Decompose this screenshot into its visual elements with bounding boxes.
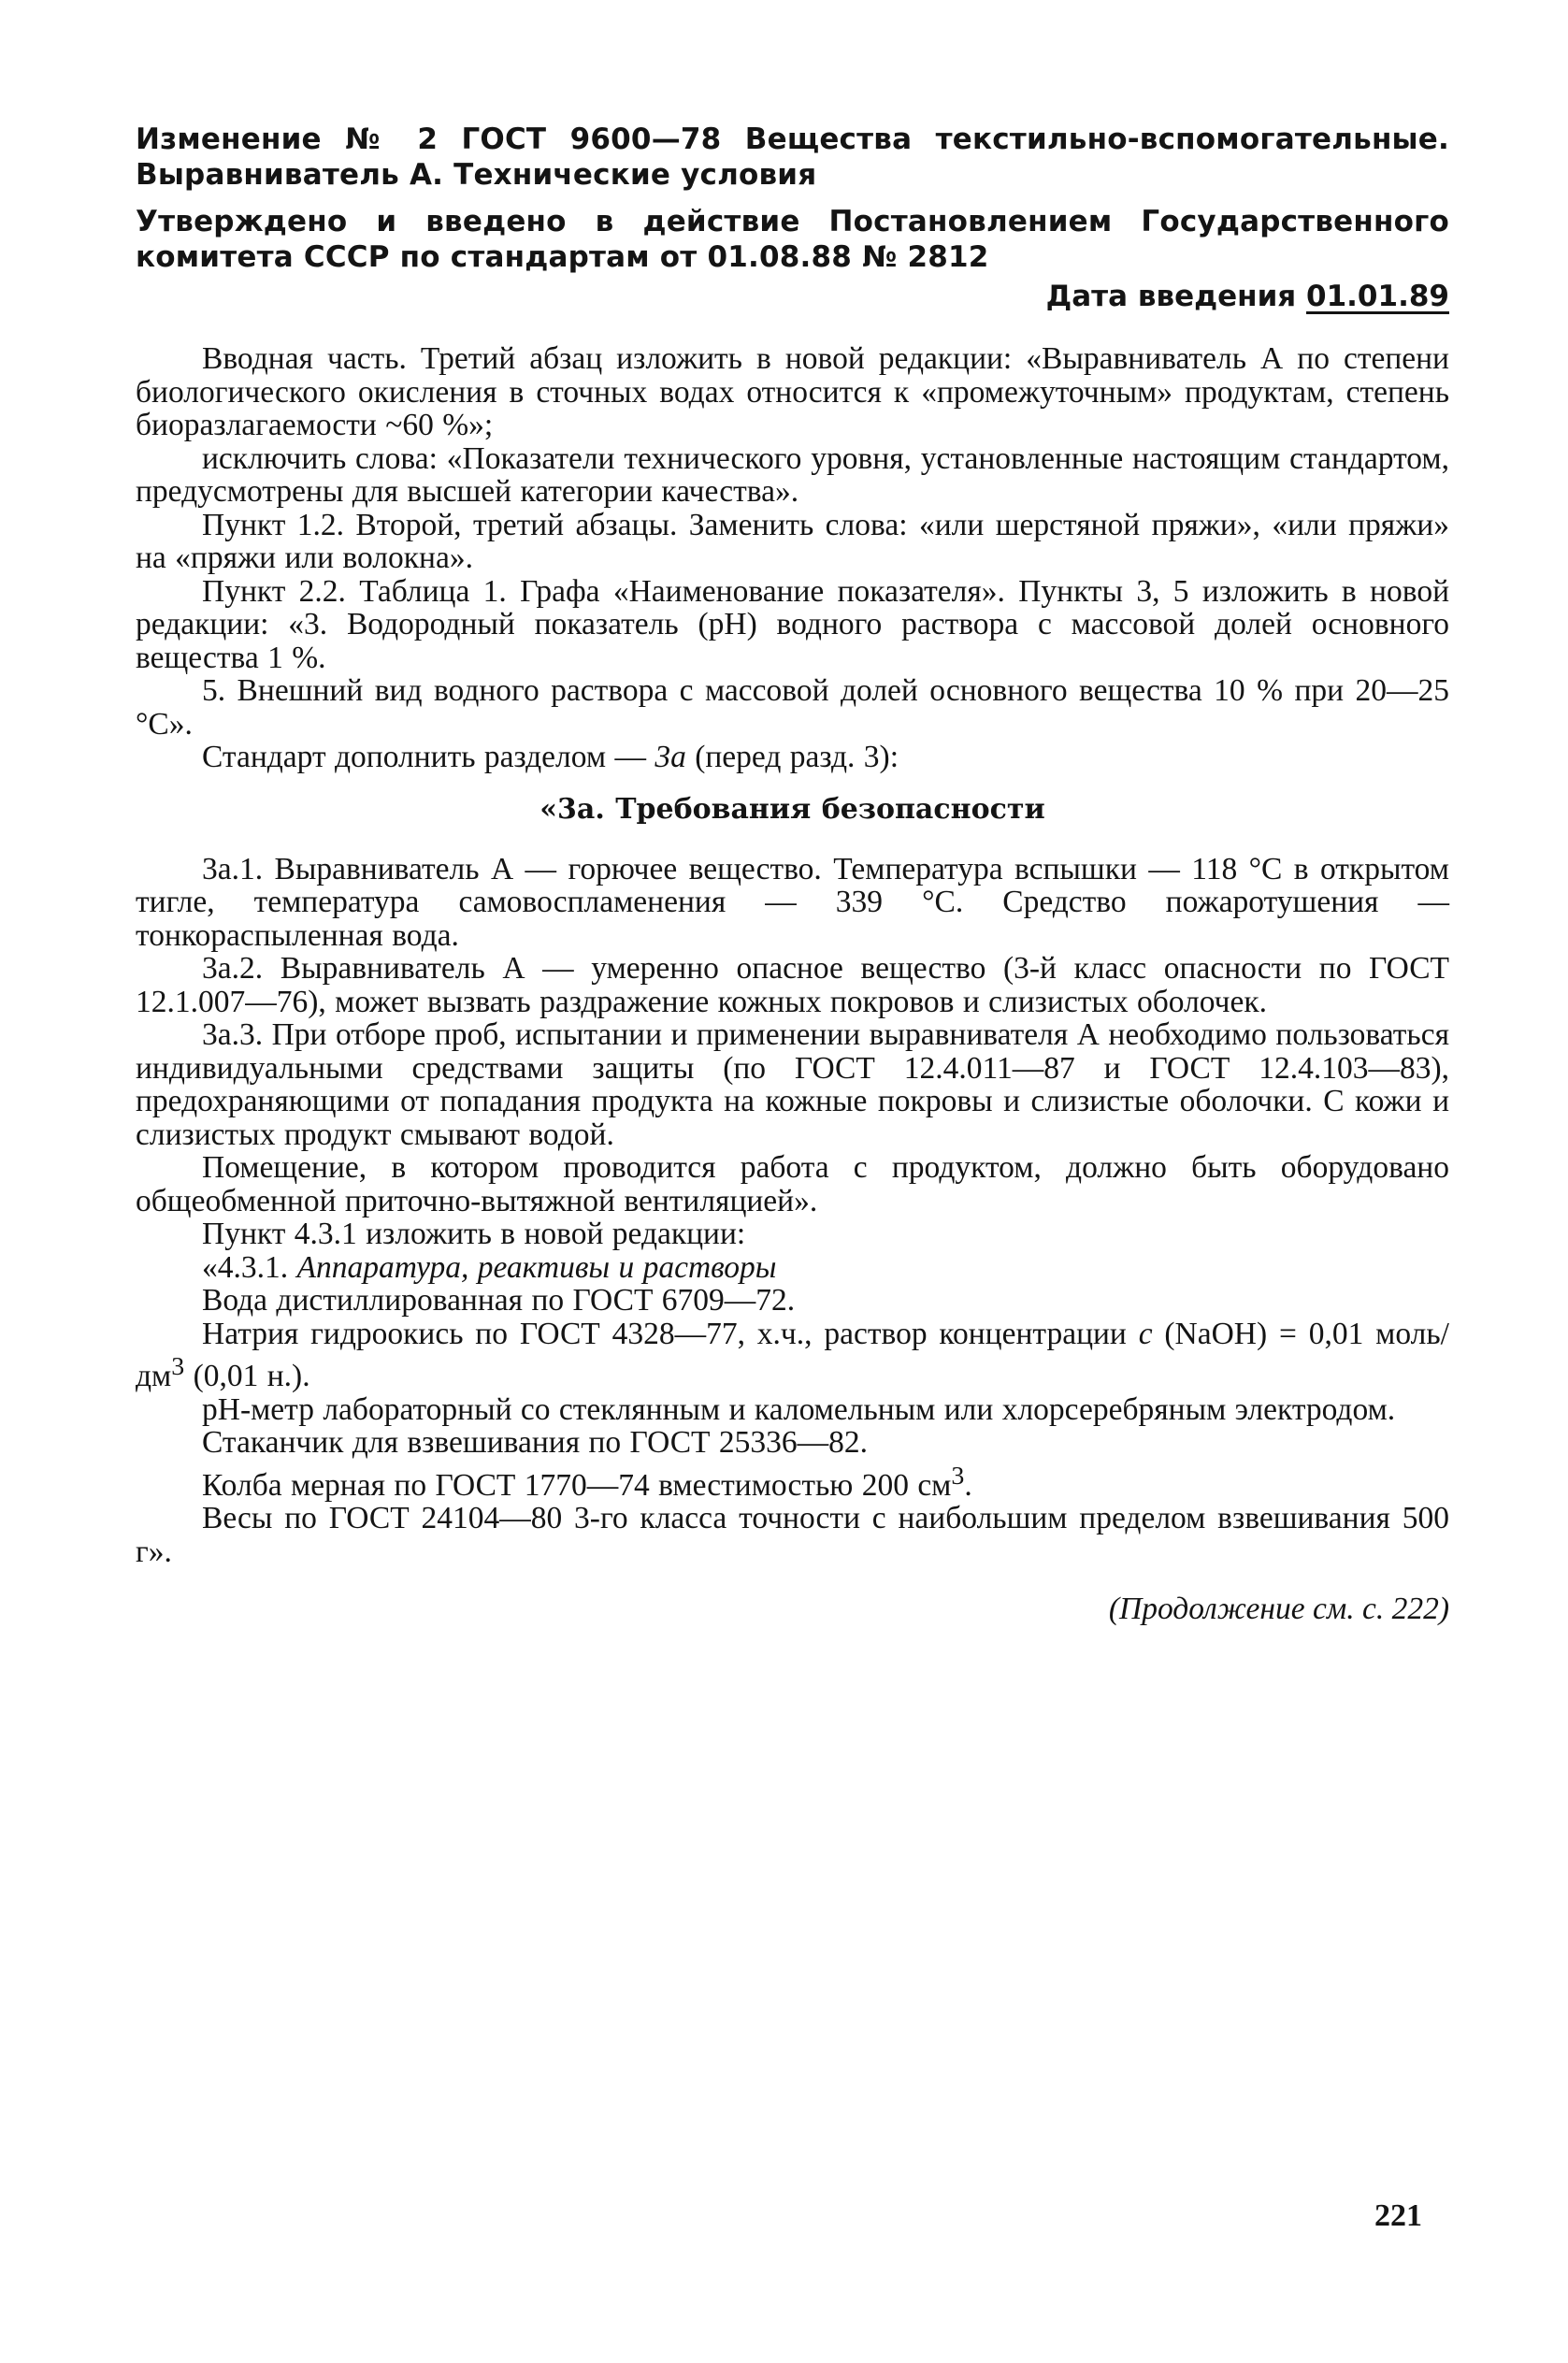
text-span: Стандарт дополнить разделом — — [202, 740, 655, 774]
superscript: 3 — [171, 1352, 185, 1381]
introduction-date — [136, 279, 1449, 314]
text-span: Колба мерная по ГОСТ 1770—74 вместимостью 200 см — [202, 1467, 952, 1503]
paragraph: Стаканчик для взвешивания по ГОСТ 25336—82. — [202, 1425, 869, 1461]
paragraph: pH-метр лабораторный со стеклянным и каломельным или хлорсеребряным электродом. — [202, 1391, 1396, 1427]
document-body — [136, 342, 1449, 1568]
superscript: 3 — [951, 1461, 965, 1491]
paragraph: Вода дистиллированная по ГОСТ 6709—72. — [202, 1283, 796, 1318]
section-ref: 3а — [655, 740, 686, 774]
subsection-title: Аппаратура, реактивы и растворы — [296, 1249, 777, 1285]
continuation-note: (Продолжение см. с. 222) — [1108, 1592, 1449, 1627]
paragraph: Пункт 4.3.1 изложить в новой редакции: — [202, 1217, 746, 1251]
paragraph: Помещение, в котором проводится работа с продуктом, должно быть оборудовано общеобменной приточно-вытяжной вентиляцией». — [136, 1150, 1449, 1218]
paragraph — [136, 741, 1449, 774]
paragraph: Вводная часть. Третий абзац изложить в новой редакции: «Выравниватель А по степени биологического окисления в сточных водах относится к «промежуточным» продуктам, степень биоразлагаемости ~60 %»; — [136, 341, 1449, 442]
paragraph: 3а.2. Выравниватель А — умеренно опасное вещество (3-й класс опасности по ГОСТ 12.1.007—76), может вызвать раздражение кожных покровов и слизистых оболочек. — [136, 951, 1449, 1019]
text-span: (NaOH) = 0,01 моль/дм — [136, 1316, 1449, 1394]
paragraph: Весы по ГОСТ 24104—80 3-го класса точности с наибольшим пределом взвешивания 500 г». — [136, 1501, 1449, 1569]
paragraph: Пункт 1.2. Второй, третий абзацы. Заменить слова: «или шерстяной пряжи», «или пряжи» на «пряжи или волокна». — [136, 507, 1449, 575]
page-number: 221 — [1374, 2198, 1422, 2233]
paragraph: 3а.3. При отборе проб, испытании и применении выравнивателя А необходимо пользоваться индивидуальными средствами защиты (по ГОСТ 12.4.011—87 и ГОСТ 12.4.103—83), предохраняющими от попадания продукта на кожные покровы и слизистые оболочки. С кожи и слизистых продукт смывают водой. — [136, 1017, 1449, 1152]
introduction-date-value: 01.01.89 — [1306, 280, 1449, 313]
paragraph: исключить слова: «Показатели технического уровня, установленные настоящим стандартом, предусмотрены для высшей категории качества». — [136, 440, 1449, 509]
paragraph: Пункт 2.2. Таблица 1. Графа «Наименование показателя». Пункты 3, 5 изложить в новой редакции: «3. Водородный показатель (pH) водного раствора с массовой долей основного вещества 1 %. — [136, 573, 1449, 675]
text-span: (0,01 н.). — [184, 1359, 310, 1394]
introduction-date-label: Дата введения — [1045, 280, 1307, 313]
paragraph: 5. Внешний вид водного раствора с массовой долей основного вещества 10 % при 20—25 °С». — [136, 673, 1449, 742]
paragraph — [136, 1251, 1449, 1285]
text-span: (перед разд. 3): — [685, 740, 899, 774]
document-page — [136, 122, 1449, 1626]
paragraph — [136, 1318, 1449, 1393]
amendment-title: Изменение № 2 ГОСТ 9600—78 Вещества текстильно-вспомогательные. Выравниватель А. Технические условия — [136, 122, 1449, 192]
section-title: «3а. Требования безопасности — [539, 792, 1045, 826]
paragraph: 3а.1. Выравниватель А — горючее вещество. Температура вспышки — 118 °С в открытом тигле, температура самовоспламенения — 339 °С. Средство пожаротушения — тонкораспыленная вода. — [136, 851, 1449, 953]
text-span: . — [964, 1467, 972, 1503]
text-span: Натрия гидроокись по ГОСТ 4328—77, х.ч., раствор концентрации — [202, 1316, 1139, 1351]
approval-statement: Утверждено и введено в действие Постановлением Государственного комитета СССР по стандартам от 01.08.88 № 2812 — [136, 205, 1449, 274]
concentration-symbol: c — [1138, 1316, 1153, 1351]
text-span: «4.3.1. — [202, 1249, 297, 1285]
paragraph — [136, 1460, 1449, 1503]
